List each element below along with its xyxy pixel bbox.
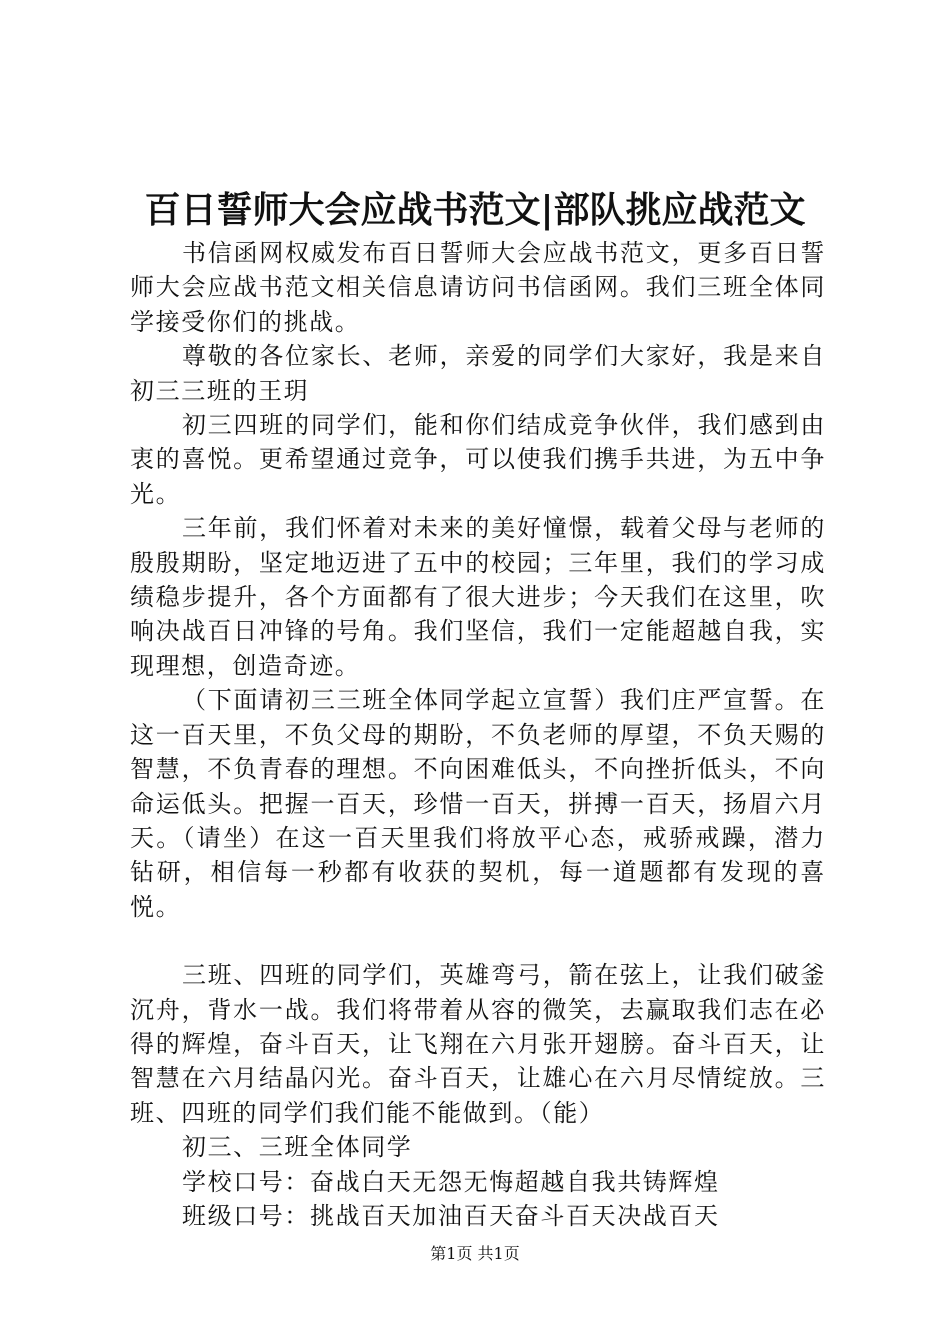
document-title: 百日誓师大会应战书范文|部队挑应战范文 — [144, 189, 806, 231]
paragraph-class-slogan: 班级口号：挑战百天加油百天奋斗百天决战百天 — [182, 1201, 720, 1230]
paragraph-signature: 初三、三班全体同学 — [182, 1133, 413, 1162]
paragraph-three-years: 三年前，我们怀着对未来的美好憧憬，载着父母与老师的殷殷期盼，坚定地迈进了五中的校园；三年里，我们的学习成绩稳步提升，各个方面都有了很大进步；今天我们在这里，吹响决战百日冲锋的号角。我们坚信，我们一定能超越自我，实现理想，创造奇迹。 — [130, 514, 826, 680]
paragraph-intro: 书信函网权威发布百日誓师大会应战书范文，更多百日誓师大会应战书范文相关信息请访问书信函网。我们三班全体同学接受你们的挑战。 — [130, 239, 826, 336]
page-number-footer: 第1页 共1页 — [430, 1244, 520, 1263]
paragraph-oath: （下面请初三三班全体同学起立宣誓）我们庄严宣誓。在这一百天里，不负父母的期盼，不负老师的厚望，不负天赐的智慧，不负青春的理想。不向困难低头，不向挫折低头，不向命运低头。把握一百天，珍惜一百天，拼搏一百天，扬眉六月天。（请坐）在这一百天里我们将放平心态，戒骄戒躁，潜力钻研，相信每一秒都有收获的契机，每一道题都有发现的喜悦。 — [130, 686, 826, 921]
paragraph-address: 初三四班的同学们，能和你们结成竞争伙伴，我们感到由衷的喜悦。更希望通过竞争，可以使我们携手共进，为五中争光。 — [130, 411, 826, 508]
document-body — [130, 236, 826, 1233]
paragraph-greeting: 尊敬的各位家长、老师，亲爱的同学们大家好，我是来自初三三班的王玥 — [130, 342, 826, 405]
paragraph-school-slogan: 学校口号：奋战白天无怨无悔超越自我共铸辉煌 — [182, 1167, 720, 1196]
paragraph-call-to-action: 三班、四班的同学们，英雄弯弓，箭在弦上，让我们破釜沉舟，背水一战。我们将带着从容的微笑，去赢取我们志在必得的辉煌，奋斗百天，让飞翔在六月张开翅膀。奋斗百天，让智慧在六月结晶闪光。奋斗百天，让雄心在六月尽情绽放。三班、四班的同学们我们能不能做到。（能） — [130, 961, 826, 1127]
